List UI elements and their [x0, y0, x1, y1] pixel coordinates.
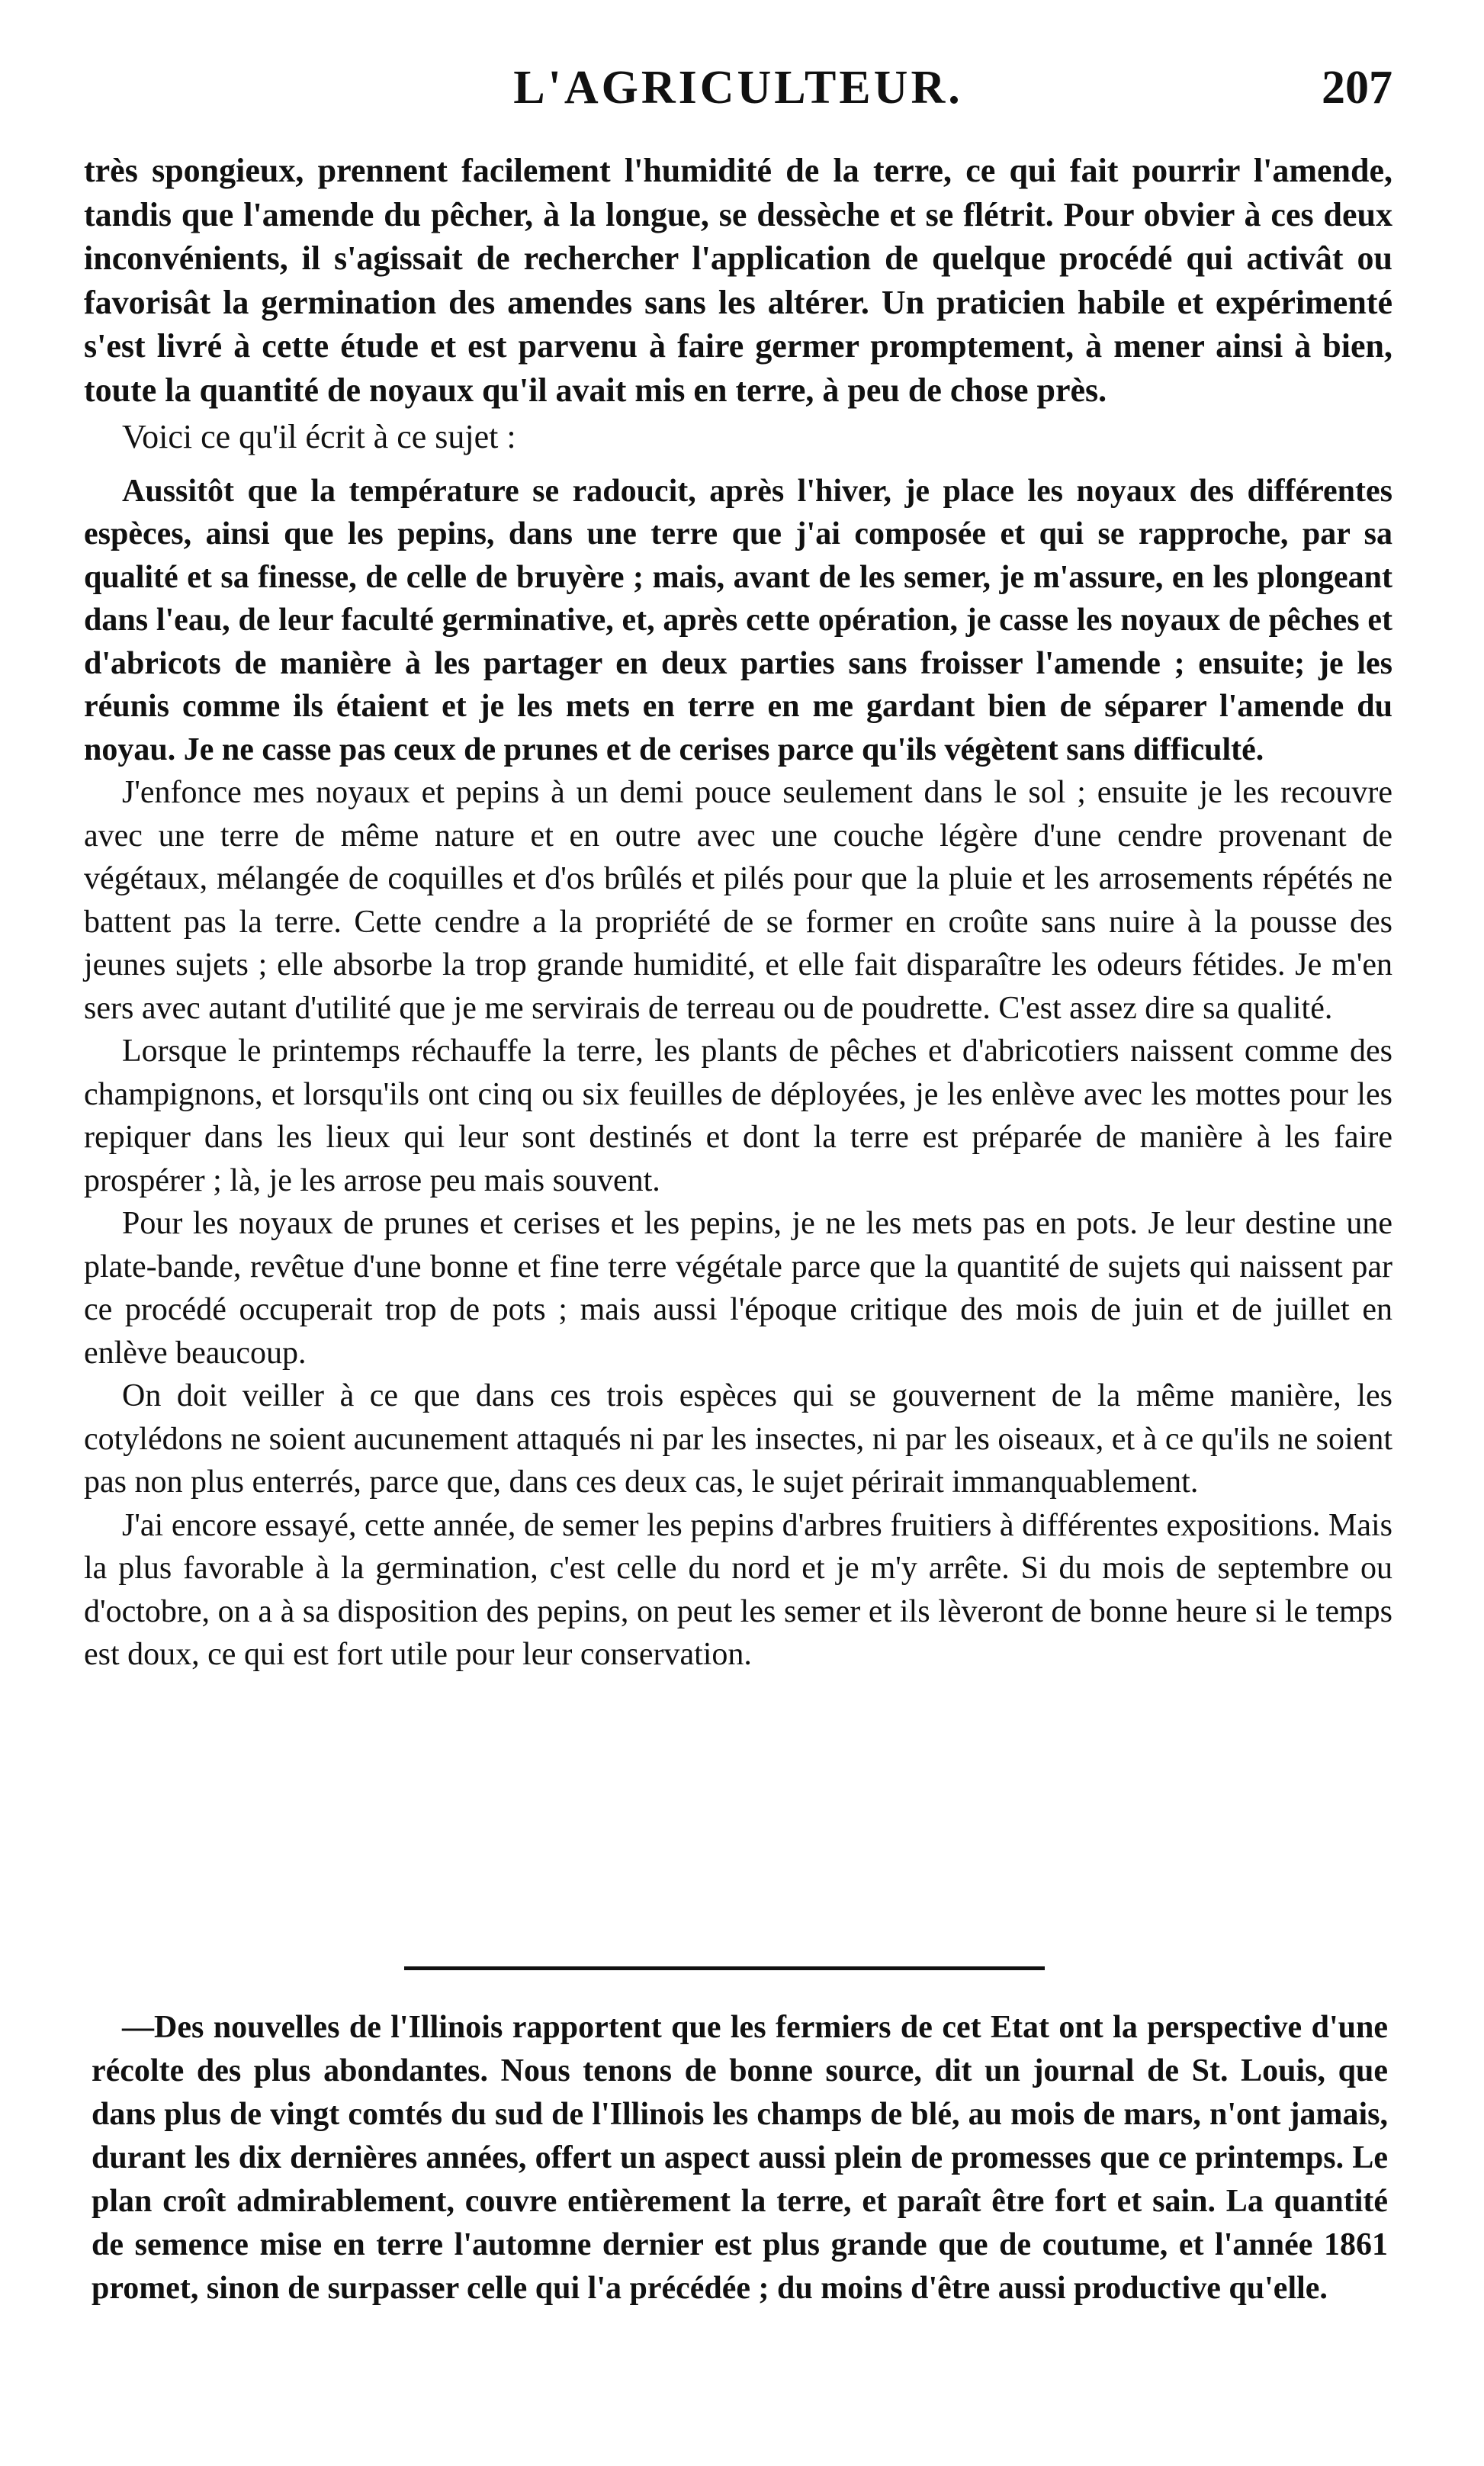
article-body [84, 149, 1392, 1677]
quote-paragraph: J'enfonce mes noyaux et pepins à un demi pouce seulement dans le sol ; ensuite je les recouvre avec une terre de même nature et en outre avec une couche légère d'une cendre provenant de végétaux, mélangée de coquilles et d'os brûlés et pilés pour que la pluie et les arrosements répétés ne battent pas la terre. Cette cendre a la propriété de se former en croûte sans nuire à la pousse des jeunes sujets ; elle absorbe la trop grande humidité, et elle fait disparaître les odeurs fétides. Je m'en sers avec autant d'utilité que je me servirais de terreau ou de poudrette. C'est assez dire sa qualité. [84, 775, 1392, 1026]
quote-intro: Voici ce qu'il écrit à ce sujet : [122, 418, 516, 455]
article-paragraph: très spongieux, prennent facilement l'humidité de la terre, ce qui fait pourrir l'amende, tandis que l'amende du pêcher, à la longue, se dessèche et se flétrit. Pour obvier à ces deux inconvénients, il s'agissait de rechercher l'application de quelque procédé qui activât ou favorisât la germination des amendes sans les altérer. Un praticien habile et expérimenté s'est livré à cette étude et est parvenu à faire germer promptement, à mener ainsi à bien, toute la quantité de noyaux qu'il avait mis en terre, à peu de chose près. [84, 152, 1392, 409]
quoted-letter [84, 470, 1392, 1677]
page-header [84, 61, 1392, 130]
running-title: L'AGRICULTEUR. [513, 62, 963, 114]
page-number: 207 [1322, 62, 1392, 114]
quote-paragraph: J'ai encore essayé, cette année, de semer les pepins d'arbres fruitiers à différentes expositions. Mais la plus favorable à la germination, c'est celle du nord et je m'y arrête. Si du mois de septembre ou d'octobre, on a à sa disposition des pepins, on peut les semer et ils lèveront de bonne heure si le temps est doux, ce qui est fort utile pour leur conservation. [84, 1507, 1392, 1672]
section-divider [404, 1966, 1045, 1970]
quote-paragraph: Lorsque le printemps réchauffe la terre, les plants de pêches et d'abricotiers naissent comme des champignons, et lorsqu'ils ont cinq ou six feuilles de déployées, je les enlève avec les mottes pour les repiquer dans les lieux qui leur sont destinés et dont la terre est préparée de manière à les faire prospérer ; là, je les arrose peu mais souvent. [84, 1034, 1392, 1198]
quote-paragraph: Pour les noyaux de prunes et cerises et les pepins, je ne les mets pas en pots. Je leur destine une plate-bande, revêtue d'une bonne et fine terre végétale parce que la quantité de sujets qui naissent par ce procédé occuperait trop de pots ; mais aussi l'époque critique des mois de juin et de juillet en enlève beaucoup. [84, 1206, 1392, 1371]
news-item [92, 2006, 1388, 2310]
news-paragraph: —Des nouvelles de l'Illinois rapportent que les fermiers de cet Etat ont la perspective d'une récolte des plus abondantes. Nous tenons de bonne source, dit un journal de St. Louis, que dans plus de vingt comtés du sud de l'Illinois les champs de blé, au mois de mars, n'ont jamais, durant les dix dernières années, offert un aspect aussi plein de promesses que ce printemps. Le plan croît admirablement, couvre entièrement la terre, et paraît être fort et sain. La quantité de semence mise en terre l'automne dernier est plus grande que de coutume, et l'année 1861 promet, sinon de surpasser celle qui l'a précédée ; du moins d'être aussi productive qu'elle. [92, 2010, 1388, 2306]
quote-paragraph: Aussitôt que la température se radoucit, après l'hiver, je place les noyaux des différentes espèces, ainsi que les pepins, dans une terre que j'ai composée et qui se rapproche, par sa qualité et sa finesse, de celle de bruyère ; mais, avant de les semer, je m'assure, en les plongeant dans l'eau, de leur faculté germinative, et, après cette opération, je casse les noyaux de pêches et d'abricots de manière à les partager en deux parties sans froisser l'amende ; ensuite; je les réunis comme ils étaient et je les mets en terre en me gardant bien de séparer l'amende du noyau. Je ne casse pas ceux de prunes et de cerises parce qu'ils végètent sans difficulté. [84, 473, 1392, 767]
quote-paragraph: On doit veiller à ce que dans ces trois espèces qui se gouvernent de la même manière, les cotylédons ne soient aucunement attaqués ni par les insectes, ni par les oiseaux, et à ce qu'ils ne soient pas non plus enterrés, parce que, dans ces deux cas, le sujet périrait immanquablement. [84, 1378, 1392, 1500]
